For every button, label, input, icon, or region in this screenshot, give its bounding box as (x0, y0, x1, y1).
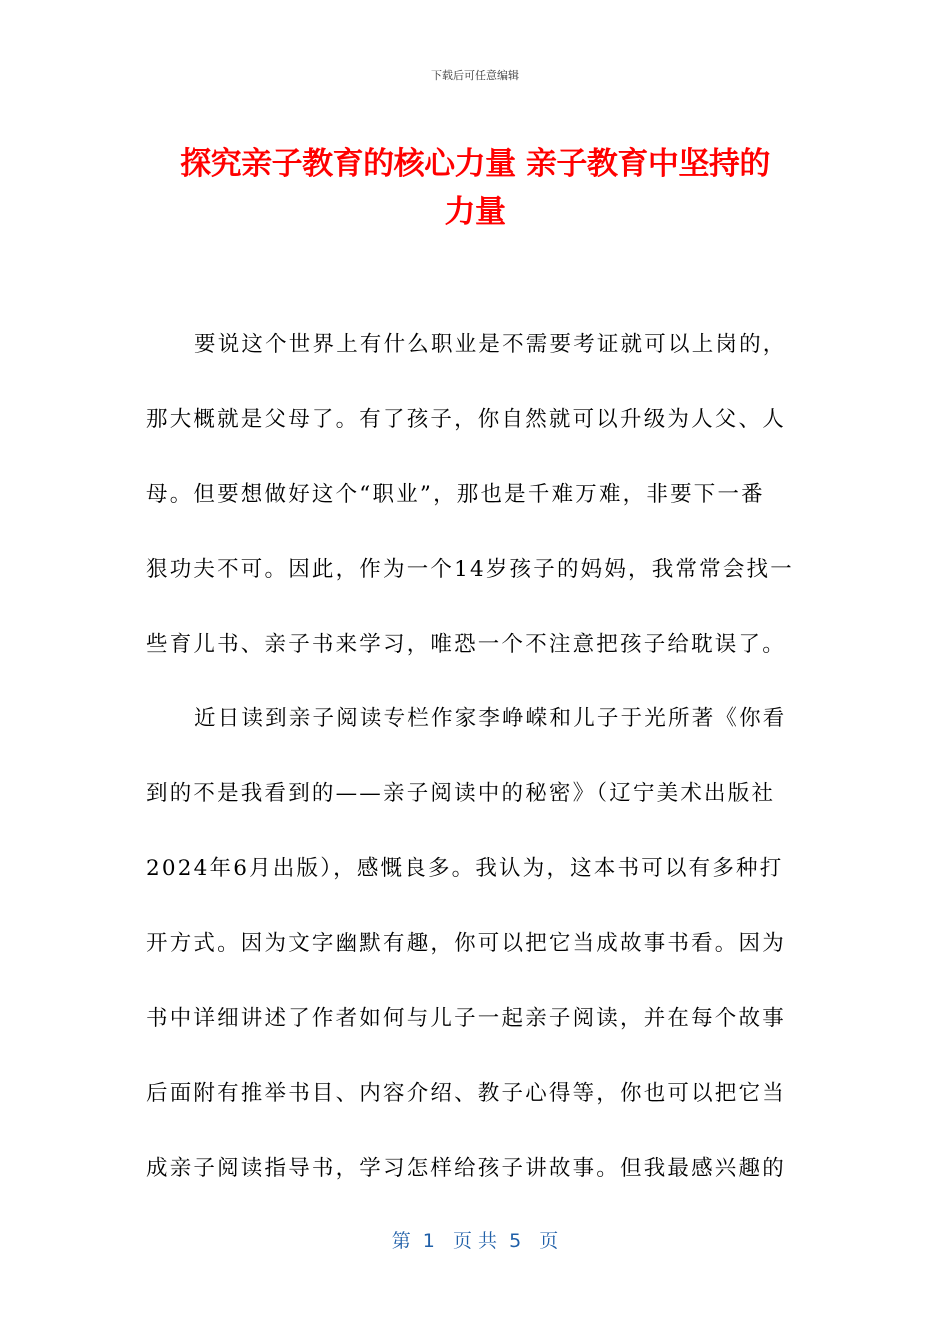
paragraph-line: 后面附有推举书目、内容介绍、教子心得等，你也可以把它当 (146, 1081, 786, 1106)
paragraph-line: 2024年6月出版），感慨良多。我认为，这本书可以有多种打 (146, 856, 784, 881)
paragraph-line: 要说这个世界上有什么职业是不需要考证就可以上岗的， (194, 332, 787, 357)
paragraph-line: 狠功夫不可。因此，作为一个14岁孩子的妈妈，我常常会找一 (146, 557, 794, 582)
paragraph-line: 些育儿书、亲子书来学习，唯恐一个不注意把孩子给耽误了。 (146, 632, 786, 657)
paragraph-line: 近日读到亲子阅读专栏作家李峥嵘和儿子于光所著《你看 (194, 706, 787, 731)
document-title (140, 140, 810, 236)
page-footer-number: 第 1 页 共 5 页 (391, 1230, 559, 1252)
paragraph-line: 书中详细讲述了作者如何与儿子一起亲子阅读，并在每个故事 (146, 1006, 786, 1031)
paragraph-line: 母。但要想做好这个“职业”，那也是千难万难，非要下一番 (146, 482, 765, 507)
title-line-1: 探究亲子教育的核心力量 亲子教育中坚持的 (180, 146, 770, 182)
paragraph-line: 到的不是我看到的——亲子阅读中的秘密》（辽宁美术出版社 (146, 781, 776, 806)
paragraph-line: 成亲子阅读指导书，学习怎样给孩子讲故事。但我最感兴趣的 (146, 1156, 786, 1181)
paragraph-line: 开方式。因为文字幽默有趣，你可以把它当成故事书看。因为 (146, 931, 786, 956)
title-line-2: 力量 (444, 194, 506, 230)
paragraph-line: 那大概就是父母了。有了孩子，你自然就可以升级为人父、人 (146, 407, 786, 432)
page-header-note: 下载后可任意编辑 (431, 69, 519, 82)
